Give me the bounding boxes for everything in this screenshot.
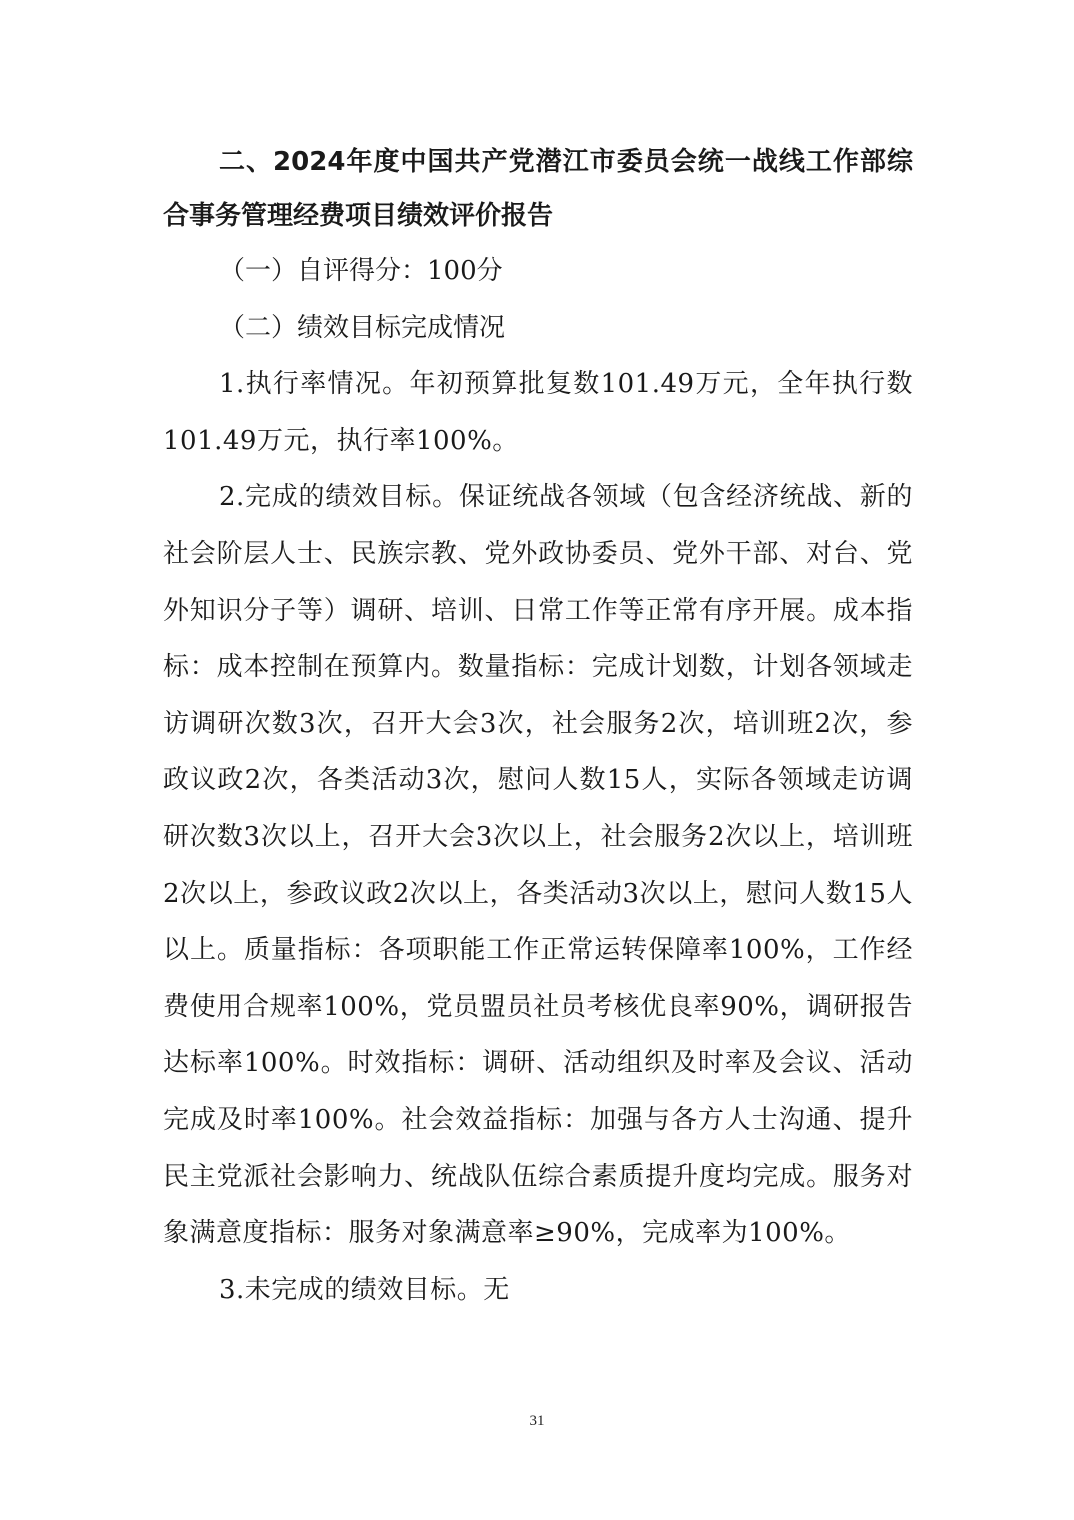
page-number: 31 [529,1413,545,1429]
document-body [163,135,913,1318]
goal-completion-heading: （二）绩效目标完成情况 [219,312,506,343]
report-heading: 二、2024年度中国共产党潜江市委员会统一战线工作部综合事务管理经费项目绩效评价报告 [163,147,913,231]
self-score: （一）自评得分：100分 [219,256,503,286]
uncompleted-goals-paragraph: 3.未完成的绩效目标。无 [219,1274,510,1305]
execution-rate-paragraph: 1.执行率情况。年初预算批复数101.49万元，全年执行数101.49万元，执行率100%。 [163,369,913,456]
completed-goals-paragraph: 2.完成的绩效目标。保证统战各领域（包含经济统战、新的社会阶层人士、民族宗教、党外政协委员、党外干部、对台、党外知识分子等）调研、培训、日常工作等正常有序开展。成本指标：成本控制在预算内。数量指标：完成计划数，计划各领域走访调研次数3次，召开大会3次，社会服务2次，培训班2次，参政议政2次，各类活动3次，慰问人数15人，实际各领域走访调研次数3次以上，召开大会3次以上，社会服务2次以上，培训班2次以上，参政议政2次以上，各类活动3次以上，慰问人数15人以上。质量指标：各项职能工作正常运转保障率100%，工作经费使用合规率100%，党员盟员社员考核优良率90%，调研报告达标率100%。时效指标：调研、活动组织及时率及会议、活动完成及时率100%。社会效益指标：加强与各方人士沟通、提升民主党派社会影响力、统战队伍综合素质提升度均完成。服务对象满意度指标：服务对象满意率≥90%，完成率为100%。 [163,482,913,1249]
